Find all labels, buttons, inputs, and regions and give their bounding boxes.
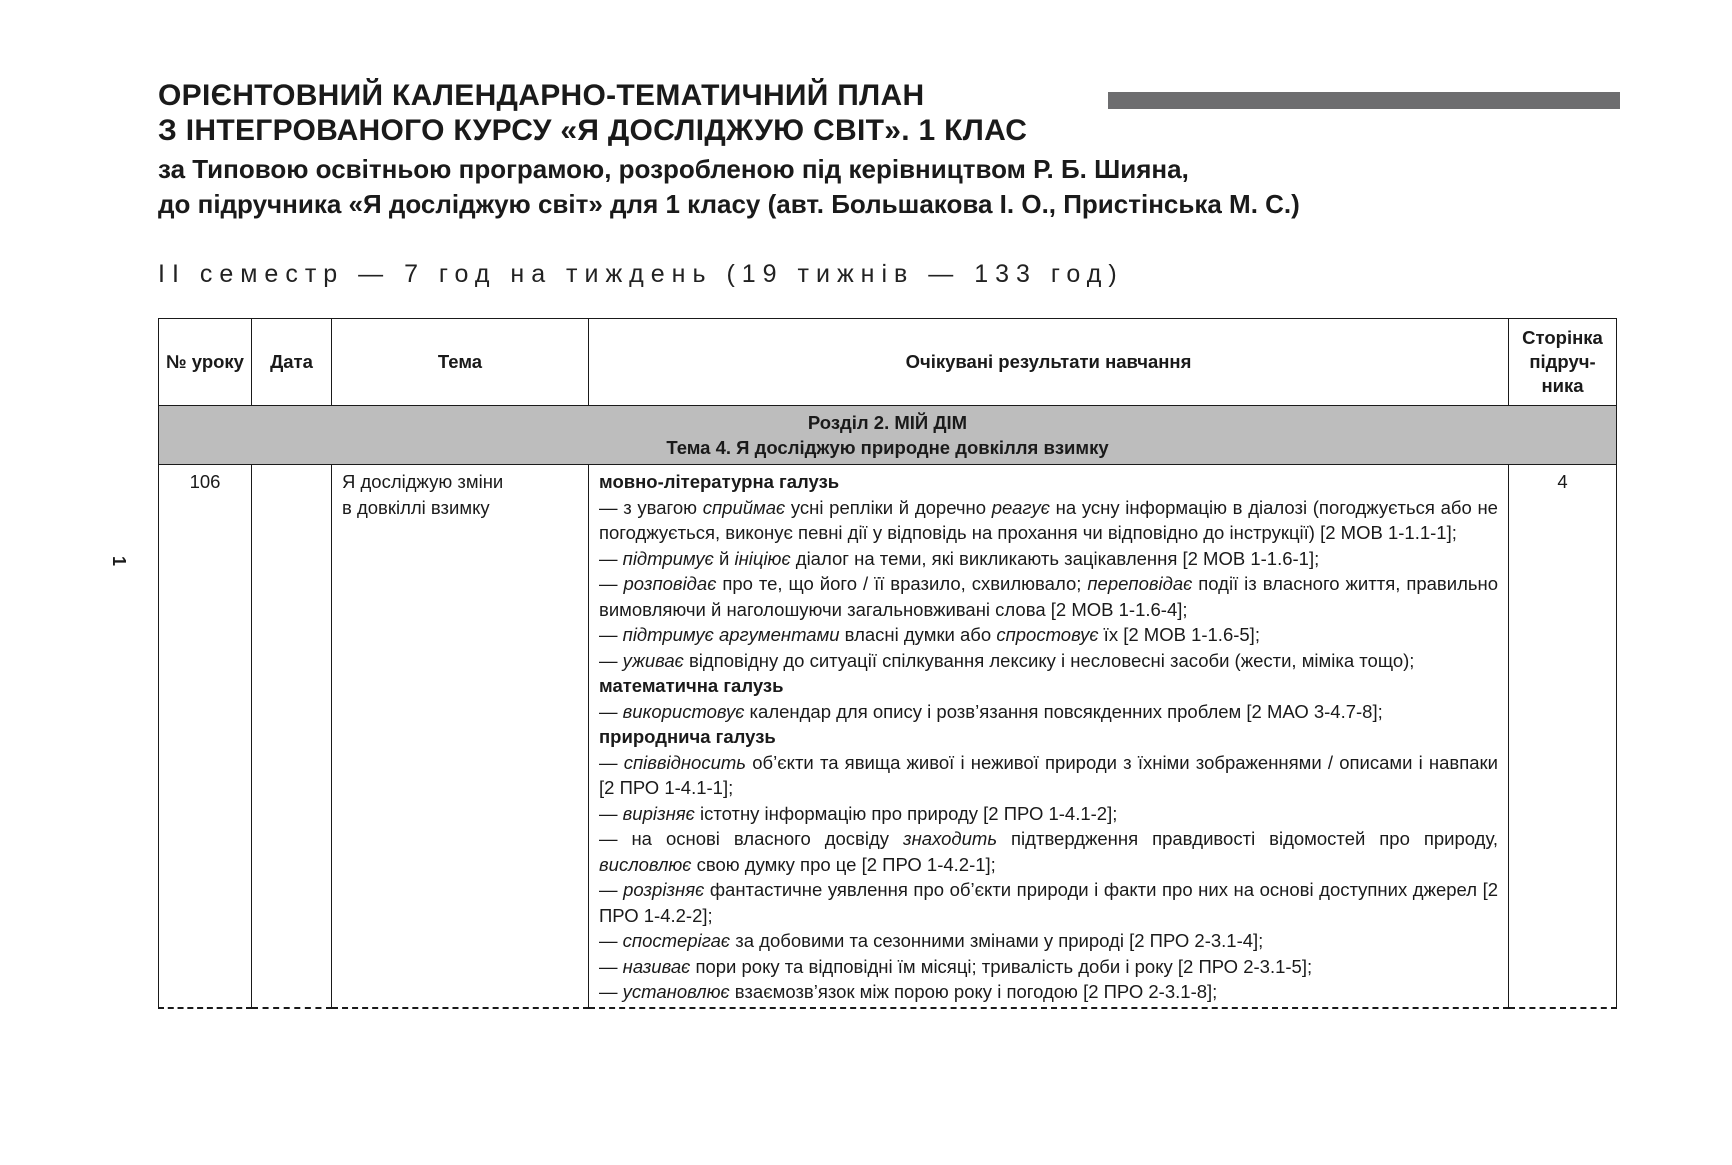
col-header-results: Очікувані результати навчання [589,319,1509,406]
result-text: за добовими та сезонними змінами у природі [2 ПРО 2-3.1-4]; [730,930,1264,951]
result-text: — [599,930,623,951]
section-title: Розділ 2. МІЙ ДІМ [807,412,968,433]
result-item [599,571,1498,622]
result-text: — з увагою [599,496,703,518]
result-item [599,699,1498,725]
col-header-num: № уроку [159,319,252,406]
result-item [599,495,1498,546]
subject-area-title: природнича галузь [599,726,776,747]
table-row [159,465,1617,1008]
col-header-topic: Тема [332,319,589,406]
result-item [599,928,1498,954]
result-item [599,826,1498,877]
lesson-number: 106 [159,465,252,1008]
result-item [599,622,1498,648]
page-title [158,78,1108,148]
result-verb: розповідає [623,573,717,594]
result-item [599,979,1498,1005]
subtitle [158,152,1608,222]
result-text: — [599,700,623,722]
result-text: діалог на теми, які викликають зацікавлення [2 МОВ 1-1.6-1]; [790,547,1320,569]
result-text: — [599,879,624,900]
lesson-topic-line-2: в довкіллі взимку [342,496,490,518]
col-header-date: Дата [252,319,332,406]
result-item [599,750,1498,801]
textbook-page: 4 [1509,465,1617,1008]
result-text: про те, що його / її вразило, схвилювало; [716,573,1088,594]
result-verb: ініціює [734,547,791,569]
result-text: й [713,547,735,569]
lesson-plan-table [158,318,1617,1009]
semester-info: ІІ семестр — 7 год на тиждень (19 тижнів — 133 год) [158,260,1124,288]
result-text: — на основі власного досвіду [599,828,904,849]
result-text: власні думки або [839,624,997,645]
col-header-page: Сторінка підручника [1509,319,1617,406]
result-text: підтвердження правдивості відомостей про природу, [997,828,1498,849]
result-verb: реагує [991,496,1050,518]
section-row [159,406,1617,465]
section-heading [159,406,1617,465]
title-line-1: ОРІЄНТОВНИЙ КАЛЕНДАРНО-ТЕМАТИЧНИЙ ПЛАН [158,79,925,112]
result-text: відповідну до ситуації спілкування лексику і несловесні засоби (жести, міміка тощо); [683,649,1415,671]
result-text: — [599,751,624,773]
result-item [599,546,1498,572]
result-text: фантастичне уявлення про об’єкти природи і факти про них на основі доступних джерел [2 ПРО 1-4.2-2]; [599,879,1499,926]
page-side-mark: 1 [109,555,129,566]
result-text: взаємозв’язок між порою року і погодою [2 ПРО 2-3.1-8]; [729,981,1218,1002]
result-text: пори року та відповідні їм місяці; тривалість доби і року [2 ПРО 2-3.1-5]; [690,955,1313,977]
result-verb: знаходить [903,828,998,849]
result-text: істотну інформацію про природу [2 ПРО 1-4.1-2]; [694,802,1118,824]
subject-area-title: мовно-літературна галузь [599,471,840,492]
subtitle-line-2: до підручника «Я досліджую світ» для 1 класу (авт. Большакова І. О., Пристінська М. С.) [158,189,1300,219]
result-text: події із власного життя, правильно вимовляючи й наголошуючи загальновживані слова [2 МОВ 1-1.6-4]; [599,573,1499,620]
result-text: — [599,624,623,645]
result-verb: висловлює [599,853,692,875]
result-verb: підтримує аргументами [622,624,840,645]
result-verb: співвідносить [623,751,747,773]
result-verb: використовує [622,700,745,722]
result-verb: уживає [622,649,684,671]
result-item [599,954,1498,980]
result-verb: вирізняє [622,802,695,824]
result-verb: називає [622,955,691,977]
result-text: — [599,547,623,569]
result-text: — [599,802,623,824]
theme-title: Тема 4. Я досліджую природне довкілля взимку [666,437,1109,458]
result-verb: підтримує [622,547,714,569]
result-verb: установлює [622,981,730,1002]
result-verb: переповідає [1087,573,1193,594]
title-accent-bar [1108,92,1620,109]
result-item [599,648,1498,674]
result-text: усні репліки й доречно [785,496,992,518]
subject-area-title: математична галузь [599,675,784,696]
result-text: їх [2 МОВ 1-1.6-5]; [1098,624,1260,645]
result-text: — [599,981,623,1002]
result-text: — [599,573,624,594]
result-item [599,877,1498,928]
table-header-row [159,319,1617,406]
result-verb: сприймає [702,496,786,518]
lesson-topic-line-1: Я досліджую зміни [342,471,504,492]
result-verb: спростовує [996,624,1099,645]
result-text: на усну інформацію в діалозі (погоджується або не погоджується, виконує певні дії у відповідь на прохання чи відповідно до інструкції) [2 МОВ 1-1.1-1]; [599,496,1498,543]
result-text: об’єкти та явища живої і неживої природи з їхніми зображеннями / описами і навпаки [2 ПРО 1-4.1-1]; [599,751,1498,798]
result-text: — [599,955,623,977]
result-verb: розрізняє [623,879,705,900]
title-line-2: З ІНТЕГРОВАНОГО КУРСУ «Я ДОСЛІДЖУЮ СВІТ». 1 КЛАС [158,114,1028,147]
lesson-topic [332,465,589,1008]
result-item [599,801,1498,827]
result-text: — [599,649,623,671]
expected-results [589,465,1509,1008]
result-verb: спостерігає [622,930,731,951]
result-text: календар для опису і розв’язання повсякденних проблем [2 МАО 3-4.7-8]; [744,700,1383,722]
result-text: свою думку про це [2 ПРО 1-4.2-1]; [691,853,996,875]
subtitle-line-1: за Типовою освітньою програмою, розробленою під керівництвом Р. Б. Шияна, [158,154,1189,184]
lesson-date[interactable] [252,465,332,1008]
